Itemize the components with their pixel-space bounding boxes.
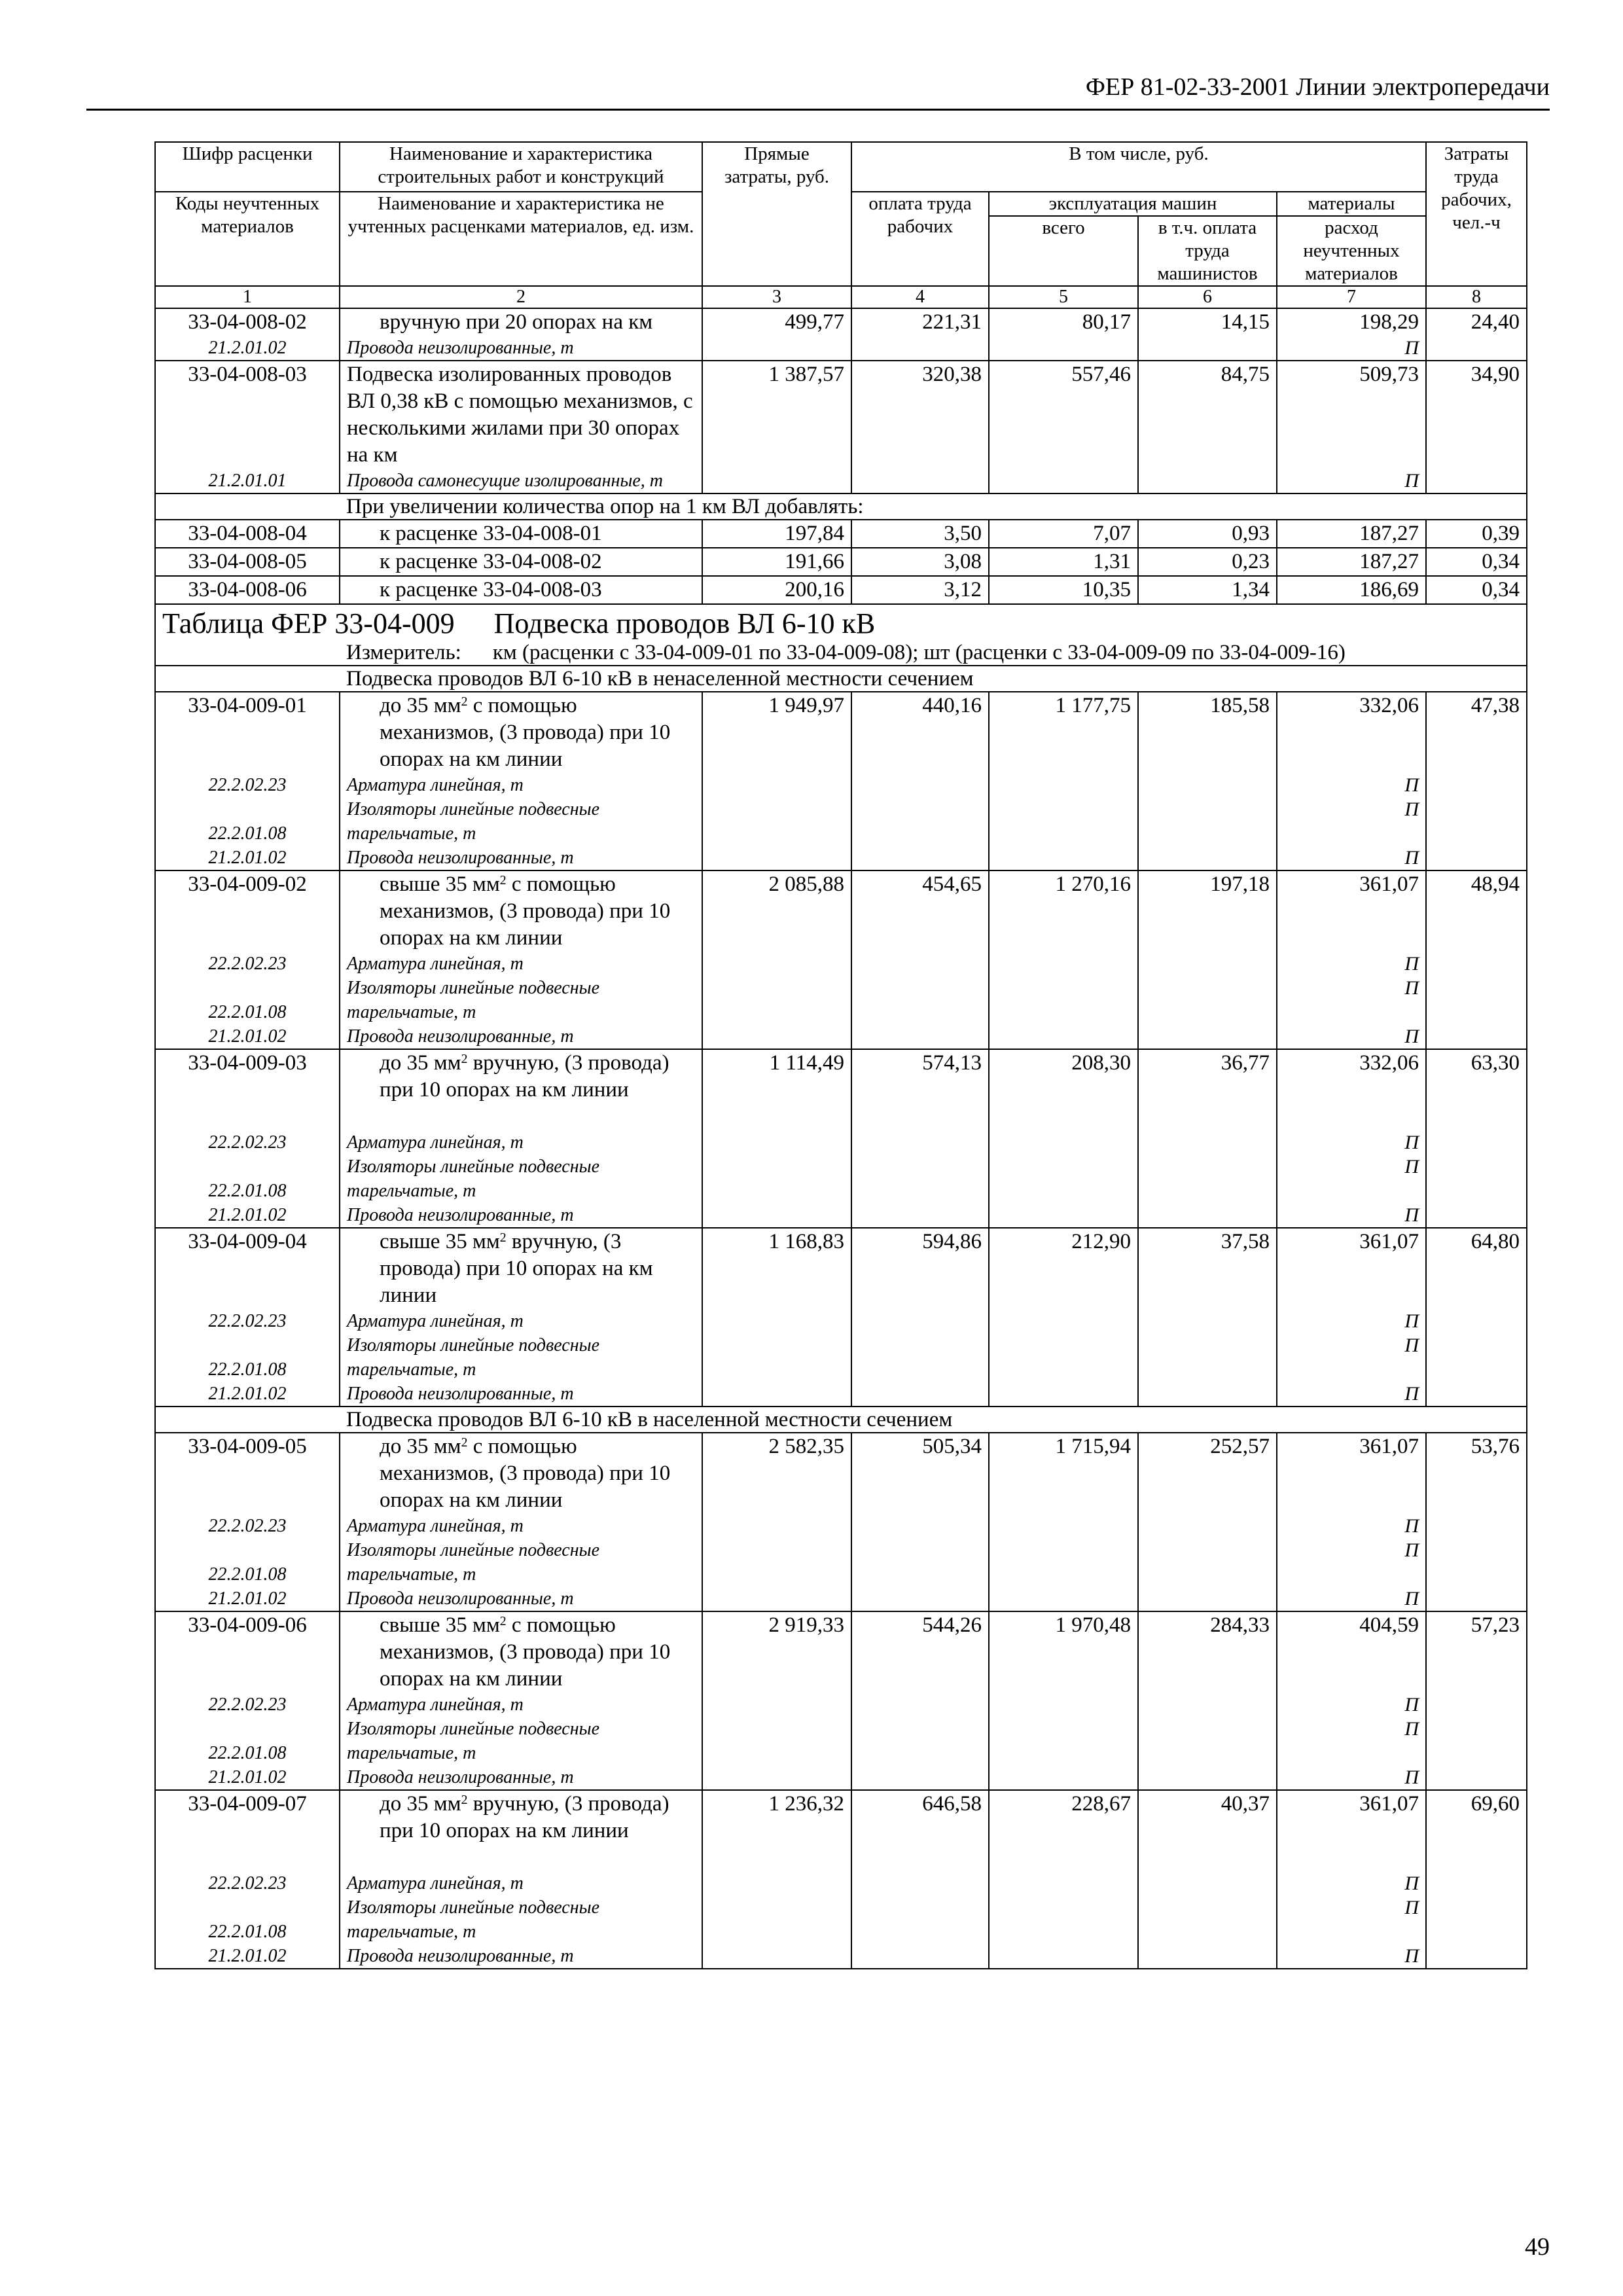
header-direct-costs: Прямые затраты, руб. (702, 142, 851, 286)
superscript: 2 (499, 1614, 507, 1628)
material-code: 22.2.02.23 (155, 773, 340, 797)
materials-cost: 198,29 (1277, 308, 1426, 336)
machinists-pay: 1,34 (1138, 576, 1277, 604)
labor-hours: 57,23 (1426, 1611, 1527, 1790)
table-row (155, 548, 1527, 576)
machines-total: 1 970,48 (989, 1611, 1138, 1790)
material-mark: П (1277, 773, 1426, 797)
machines-total: 212,90 (989, 1228, 1138, 1407)
material-name: Арматура линейная, т (340, 1309, 702, 1333)
header-materials: материалы (1277, 192, 1426, 216)
labor-pay: 3,50 (851, 520, 989, 548)
materials-cost: 332,06 (1277, 1049, 1426, 1130)
table-title (155, 604, 1527, 640)
table-row (155, 692, 1527, 773)
material-name: Изоляторы линейные подвесные тарельчатые, т (340, 976, 702, 1024)
direct-costs: 197,84 (702, 520, 851, 548)
direct-costs: 2 582,35 (702, 1433, 851, 1611)
rate-name-end: с помощью механизмов, (3 провода) при 10 опорах на км линии (380, 872, 671, 950)
section-heading: Подвеска проводов ВЛ 6-10 кВ в населенной местности сечением (340, 1407, 1527, 1433)
machinists-pay: 36,77 (1138, 1049, 1277, 1228)
material-code: 22.2.01.08 (155, 1895, 340, 1944)
material-mark: П (1277, 976, 1426, 1024)
col-number: 3 (702, 286, 851, 308)
material-mark: П (1277, 1155, 1426, 1203)
material-mark: П (1277, 1130, 1426, 1155)
meter (340, 640, 1527, 666)
material-code: 22.2.01.08 (155, 1333, 340, 1382)
rate-code: 33-04-008-02 (155, 308, 340, 336)
rate-name-start: свыше 35 мм (380, 1613, 500, 1637)
machinists-pay: 252,57 (1138, 1433, 1277, 1611)
material-code: 22.2.01.08 (155, 1717, 340, 1765)
col-number: 5 (989, 286, 1138, 308)
material-mark: П (1277, 1693, 1426, 1717)
page-number: 49 (1525, 2233, 1550, 2261)
rate-code: 33-04-009-01 (155, 692, 340, 773)
materials-cost: 509,73 (1277, 361, 1426, 469)
material-name: Изоляторы линейные подвесные тарельчатые, т (340, 1895, 702, 1944)
material-name: Арматура линейная, т (340, 1514, 702, 1538)
labor-hours: 0,39 (1426, 520, 1527, 548)
header-mat-name: Наименование и характеристика не учтенных расценками материалов, ед. изм. (340, 192, 702, 286)
meter-label: Измеритель: (346, 641, 461, 664)
material-mark: П (1277, 1895, 1426, 1944)
rate-name-end: вручную, (3 провода) при 10 опорах на км линии (380, 1051, 669, 1102)
material-code: 22.2.01.08 (155, 797, 340, 846)
note-row (155, 493, 1527, 520)
table-row (155, 361, 1527, 469)
rate-name (340, 1049, 702, 1130)
machinists-pay: 37,58 (1138, 1228, 1277, 1407)
machinists-pay: 0,93 (1138, 520, 1277, 548)
rate-code: 33-04-008-04 (155, 520, 340, 548)
col-number: 6 (1138, 286, 1277, 308)
material-code: 21.2.01.01 (155, 469, 340, 493)
labor-pay: 594,86 (851, 1228, 989, 1407)
material-mark: П (1277, 1382, 1426, 1407)
material-name: Арматура линейная, т (340, 1871, 702, 1895)
material-code: 21.2.01.02 (155, 336, 340, 361)
labor-hours: 69,60 (1426, 1790, 1527, 1969)
machinists-pay: 185,58 (1138, 692, 1277, 870)
machines-total: 7,07 (989, 520, 1138, 548)
column-numbers (155, 286, 1527, 308)
material-mark: П (1277, 1024, 1426, 1049)
section-row (155, 1407, 1527, 1433)
material-name: Провода неизолированные, т (340, 1203, 702, 1228)
superscript: 2 (461, 1793, 468, 1807)
materials-cost: 186,69 (1277, 576, 1426, 604)
rate-name: к расценке 33-04-008-02 (340, 548, 702, 576)
material-code: 22.2.01.08 (155, 1155, 340, 1203)
table-row (155, 1049, 1527, 1130)
labor-pay: 454,65 (851, 870, 989, 1049)
labor-hours: 24,40 (1426, 308, 1527, 361)
machines-total: 80,17 (989, 308, 1138, 361)
rate-name (340, 1790, 702, 1871)
labor-pay: 221,31 (851, 308, 989, 361)
rate-name-end: вручную, (3 провода) при 10 опорах на км линии (380, 1230, 653, 1307)
col-number: 7 (1277, 286, 1426, 308)
material-code: 21.2.01.02 (155, 1944, 340, 1969)
labor-hours: 64,80 (1426, 1228, 1527, 1407)
table-row (155, 520, 1527, 548)
table-title-name: Подвеска проводов ВЛ 6-10 кВ (493, 607, 876, 639)
rate-name-start: свыше 35 мм (380, 872, 500, 896)
header-including: В том числе, руб. (851, 142, 1426, 192)
materials-cost: 332,06 (1277, 692, 1426, 773)
rate-code: 33-04-008-03 (155, 361, 340, 469)
material-mark: П (1277, 469, 1426, 493)
add-note: При увеличении количества опор на 1 км ВЛ добавлять: (340, 493, 1527, 520)
material-code: 22.2.02.23 (155, 1693, 340, 1717)
rate-name: к расценке 33-04-008-01 (340, 520, 702, 548)
material-code: 22.2.02.23 (155, 952, 340, 976)
header-mat-codes: Коды неучтенных материалов (155, 192, 340, 286)
machinists-pay: 84,75 (1138, 361, 1277, 493)
material-name: Провода неизолированные, т (340, 1587, 702, 1611)
superscript: 2 (461, 694, 468, 709)
rate-name-end: с помощью механизмов, (3 провода) при 10 опорах на км линии (380, 1613, 671, 1691)
table-row (155, 308, 1527, 336)
table-row (155, 1611, 1527, 1693)
material-mark: П (1277, 1203, 1426, 1228)
labor-hours: 48,94 (1426, 870, 1527, 1049)
rows-unpopulated-area (155, 692, 1527, 1407)
rate-name-start: до 35 мм (380, 1051, 461, 1075)
rate-name-start: до 35 мм (380, 1435, 461, 1458)
col-number: 8 (1426, 286, 1527, 308)
material-mark: П (1277, 1333, 1426, 1382)
material-mark: П (1277, 1514, 1426, 1538)
rate-name (340, 1611, 702, 1693)
material-name: Изоляторы линейные подвесные тарельчатые, т (340, 1538, 702, 1587)
machines-total: 1 270,16 (989, 870, 1138, 1049)
labor-hours: 0,34 (1426, 576, 1527, 604)
material-code: 21.2.01.02 (155, 846, 340, 870)
header-materials-use: расход неучтенных материалов (1277, 216, 1426, 286)
table-title-code: Таблица ФЕР 33-04-009 (162, 607, 455, 639)
table-row (155, 1433, 1527, 1514)
material-name: Провода неизолированные, т (340, 336, 702, 361)
material-code: 21.2.01.02 (155, 1024, 340, 1049)
labor-pay: 646,58 (851, 1790, 989, 1969)
machines-total: 557,46 (989, 361, 1138, 493)
material-name: Провода неизолированные, т (340, 846, 702, 870)
material-code: 21.2.01.02 (155, 1765, 340, 1790)
material-mark: П (1277, 797, 1426, 846)
machinists-pay: 197,18 (1138, 870, 1277, 1049)
header-labor-pay: оплата труда рабочих (851, 192, 989, 286)
material-mark: П (1277, 1871, 1426, 1895)
table-header (155, 142, 1527, 308)
material-name: Изоляторы линейные подвесные тарельчатые, т (340, 797, 702, 846)
material-name: Арматура линейная, т (340, 1130, 702, 1155)
material-code: 21.2.01.02 (155, 1203, 340, 1228)
rate-name (340, 1228, 702, 1309)
materials-cost: 187,27 (1277, 520, 1426, 548)
material-mark: П (1277, 952, 1426, 976)
materials-cost: 361,07 (1277, 1228, 1426, 1309)
labor-hours: 63,30 (1426, 1049, 1527, 1228)
direct-costs: 2 085,88 (702, 870, 851, 1049)
col-number: 2 (340, 286, 702, 308)
material-name: Провода неизолированные, т (340, 1024, 702, 1049)
rate-code: 33-04-009-05 (155, 1433, 340, 1514)
col-number: 1 (155, 286, 340, 308)
materials-cost: 361,07 (1277, 1790, 1426, 1871)
labor-pay: 505,34 (851, 1433, 989, 1611)
rate-code: 33-04-009-06 (155, 1611, 340, 1693)
material-name: Изоляторы линейные подвесные тарельчатые, т (340, 1333, 702, 1382)
material-code: 22.2.02.23 (155, 1130, 340, 1155)
materials-cost: 361,07 (1277, 1433, 1426, 1514)
material-code: 22.2.02.23 (155, 1871, 340, 1895)
direct-costs: 2 919,33 (702, 1611, 851, 1790)
machinists-pay: 40,37 (1138, 1790, 1277, 1969)
material-code: 22.2.02.23 (155, 1514, 340, 1538)
superscript: 2 (499, 873, 507, 888)
rate-code: 33-04-008-06 (155, 576, 340, 604)
material-name: Арматура линейная, т (340, 952, 702, 976)
rate-code: 33-04-008-05 (155, 548, 340, 576)
materials-cost: 187,27 (1277, 548, 1426, 576)
header-code: Шифр расценки (155, 142, 340, 192)
labor-pay: 440,16 (851, 692, 989, 870)
machines-total: 228,67 (989, 1790, 1138, 1969)
header-machines-total: всего (989, 216, 1138, 286)
machines-total: 1,31 (989, 548, 1138, 576)
material-mark: П (1277, 1765, 1426, 1790)
direct-costs: 200,16 (702, 576, 851, 604)
rate-name-end: с помощью механизмов, (3 провода) при 10 опорах на км линии (380, 694, 671, 771)
material-code: 22.2.01.08 (155, 976, 340, 1024)
section-heading: Подвеска проводов ВЛ 6-10 кВ в ненаселенной местности сечением (340, 666, 1527, 692)
rate-name-end: с помощью механизмов, (3 провода) при 10 опорах на км линии (380, 1435, 671, 1512)
rate-code: 33-04-009-03 (155, 1049, 340, 1130)
machines-total: 10,35 (989, 576, 1138, 604)
labor-pay: 3,12 (851, 576, 989, 604)
material-mark: П (1277, 336, 1426, 361)
table-row (155, 576, 1527, 604)
meter-value: км (расценки с 33-04-009-01 по 33-04-009-08); шт (расценки с 33-04-009-09 по 33-04-009-16) (492, 641, 1346, 664)
table-body (155, 308, 1527, 692)
material-code: 21.2.01.02 (155, 1587, 340, 1611)
rate-name: к расценке 33-04-008-03 (340, 576, 702, 604)
rate-name (340, 1433, 702, 1514)
machinists-pay: 284,33 (1138, 1611, 1277, 1790)
material-mark: П (1277, 1309, 1426, 1333)
material-mark: П (1277, 1538, 1426, 1587)
material-code: 22.2.01.08 (155, 1538, 340, 1587)
material-mark: П (1277, 1717, 1426, 1765)
machines-total: 1 715,94 (989, 1433, 1138, 1611)
superscript: 2 (499, 1230, 507, 1245)
labor-hours: 47,38 (1426, 692, 1527, 870)
superscript: 2 (461, 1052, 468, 1066)
direct-costs: 1 168,83 (702, 1228, 851, 1407)
material-name: Провода неизолированные, т (340, 1944, 702, 1969)
labor-pay: 320,38 (851, 361, 989, 493)
table-row (155, 870, 1527, 952)
machines-total: 208,30 (989, 1049, 1138, 1228)
rate-name: вручную при 20 опорах на км (340, 308, 702, 336)
rate-name-start: до 35 мм (380, 694, 461, 717)
table-row (155, 1228, 1527, 1309)
rate-code: 33-04-009-04 (155, 1228, 340, 1309)
header-machines: эксплуатация машин (989, 192, 1277, 216)
material-name: Провода неизолированные, т (340, 1382, 702, 1407)
running-header: ФЕР 81-02-33-2001 Линии электропередачи (86, 71, 1550, 111)
header-labor-costs: Затраты труда рабочих, чел.-ч (1426, 142, 1527, 286)
labor-hours: 34,90 (1426, 361, 1527, 493)
material-name: Изоляторы линейные подвесные тарельчатые, т (340, 1155, 702, 1203)
rate-code: 33-04-009-02 (155, 870, 340, 952)
rate-name-start: до 35 мм (380, 1792, 461, 1816)
machinists-pay: 0,23 (1138, 548, 1277, 576)
rate-name-end: вручную, (3 провода) при 10 опорах на км линии (380, 1792, 669, 1842)
material-mark: П (1277, 1944, 1426, 1969)
table-row (155, 1790, 1527, 1871)
labor-pay: 3,08 (851, 548, 989, 576)
direct-costs: 191,66 (702, 548, 851, 576)
rate-name (340, 692, 702, 773)
materials-cost: 404,59 (1277, 1611, 1426, 1693)
material-mark: П (1277, 846, 1426, 870)
rate-name-start: свыше 35 мм (380, 1230, 500, 1253)
rate-code: 33-04-009-07 (155, 1790, 340, 1871)
direct-costs: 499,77 (702, 308, 851, 361)
material-code: 22.2.02.23 (155, 1309, 340, 1333)
direct-costs: 1 114,49 (702, 1049, 851, 1228)
superscript: 2 (461, 1435, 468, 1450)
material-name: Арматура линейная, т (340, 773, 702, 797)
material-name: Арматура линейная, т (340, 1693, 702, 1717)
labor-pay: 544,26 (851, 1611, 989, 1790)
labor-hours: 0,34 (1426, 548, 1527, 576)
direct-costs: 1 236,32 (702, 1790, 851, 1969)
rate-name (340, 870, 702, 952)
direct-costs: 1 387,57 (702, 361, 851, 493)
material-name: Провода неизолированные, т (340, 1765, 702, 1790)
header-machinists-pay: в т.ч. оплата труда машинистов (1138, 216, 1277, 286)
rows-populated-area (155, 1433, 1527, 1969)
labor-pay: 574,13 (851, 1049, 989, 1228)
direct-costs: 1 949,97 (702, 692, 851, 870)
machines-total: 1 177,75 (989, 692, 1138, 870)
table-title-row (155, 604, 1527, 640)
col-number: 4 (851, 286, 989, 308)
rates-table (154, 141, 1527, 1969)
meter-row (155, 640, 1527, 666)
materials-cost: 361,07 (1277, 870, 1426, 952)
labor-hours: 53,76 (1426, 1433, 1527, 1611)
header-work-name: Наименование и характеристика строительных работ и конструкций (340, 142, 702, 192)
material-code: 21.2.01.02 (155, 1382, 340, 1407)
machinists-pay: 14,15 (1138, 308, 1277, 361)
material-name: Провода самонесущие изолированные, т (340, 469, 702, 493)
section-row (155, 666, 1527, 692)
material-mark: П (1277, 1587, 1426, 1611)
rate-name: Подвеска изолированных проводов ВЛ 0,38 кВ с помощью механизмов, с несколькими жилами при 30 опорах на км (340, 361, 702, 469)
material-name: Изоляторы линейные подвесные тарельчатые, т (340, 1717, 702, 1765)
section-2-heading (155, 1407, 1527, 1433)
